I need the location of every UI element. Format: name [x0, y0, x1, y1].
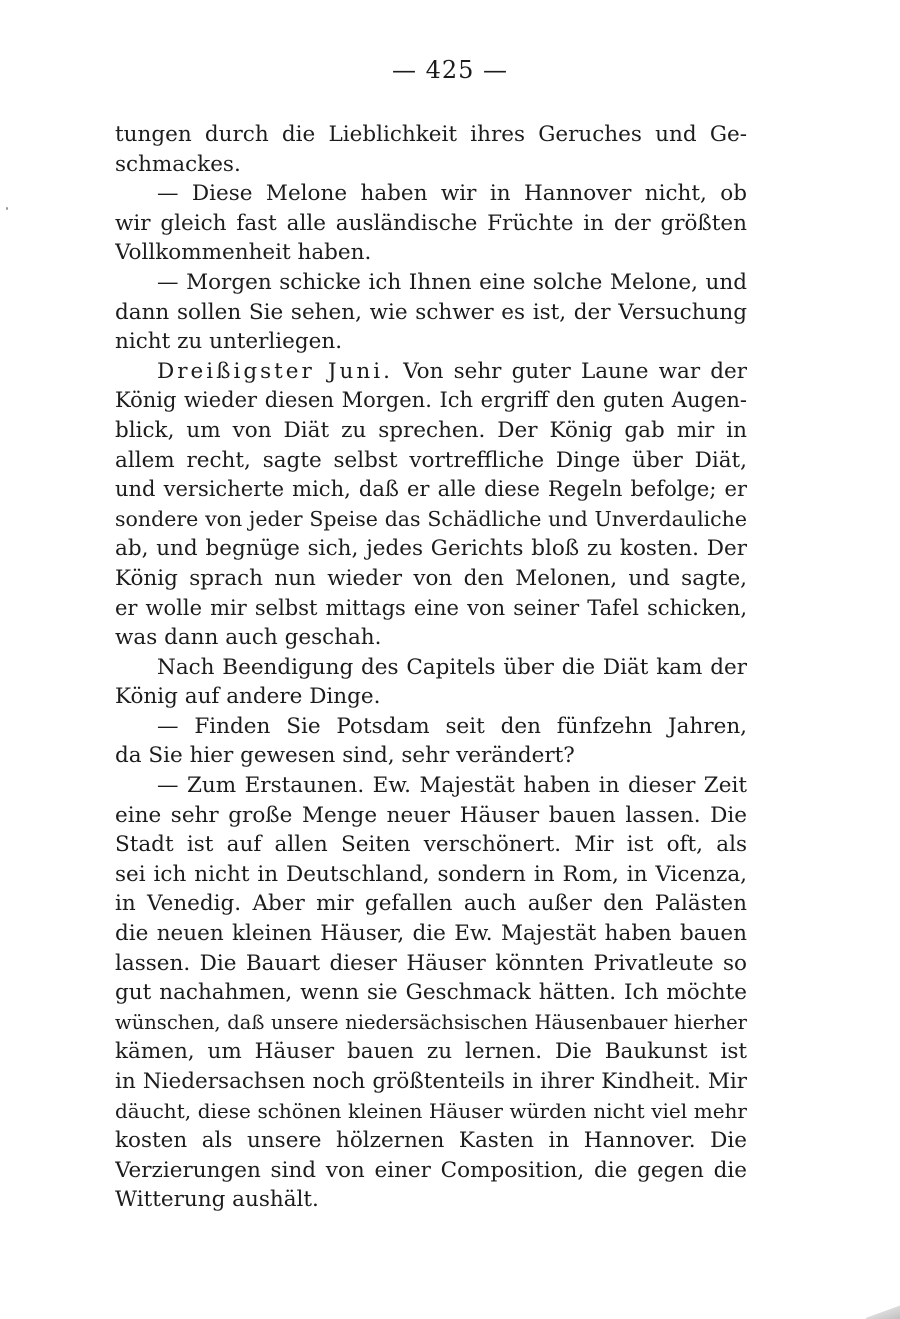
text-line-content: allem recht, sagte selbst vortreffliche Dinge über Diät, [115, 447, 747, 473]
text-line-content: lassen. Die Bauart dieser Häuser könnten Privatleute so [115, 950, 747, 976]
text-line [115, 741, 747, 771]
text-line-content: König sprach nun wieder von den Melonen, und sagte, [115, 565, 747, 591]
text-line-content: da Sie hier gewesen sind, sehr verändert? [115, 743, 575, 769]
text-line-content: — Finden Sie Potsdam seit den fünfzehn Jahren, [157, 713, 747, 739]
text-line-content: Witterung aushält. [115, 1187, 319, 1213]
text-line-content: blick, um von Diät zu sprechen. Der König gab mir in [115, 417, 747, 443]
text-line-content: Vollkommenheit haben. [115, 240, 372, 266]
text-line-content: König auf andere Dinge. [115, 684, 381, 710]
text-line-content: dann sollen Sie sehen, wie schwer es ist, der Versuchung [115, 299, 747, 325]
text-line-content: nicht zu unterliegen. [115, 329, 343, 355]
text-line [115, 623, 747, 653]
text-line-content: gut nachahmen, wenn sie Geschmack hätten. Ich möchte [115, 980, 747, 1006]
text-line [115, 534, 747, 564]
text-line [115, 298, 747, 328]
text-line-content: er wolle mir selbst mittags eine von seiner Tafel schicken, [115, 595, 747, 620]
text-line [115, 1156, 747, 1186]
text-line [115, 712, 747, 742]
text-line-content: eine sehr große Menge neuer Häuser bauen lassen. Die [115, 802, 747, 828]
text-line-content: kämen, um Häuser bauen zu lernen. Die Baukunst ist [115, 1039, 747, 1065]
text-line-content: in Niedersachsen noch größtenteils in ihrer Kindheit. Mir [115, 1069, 747, 1094]
text-line [115, 1185, 747, 1215]
text-line [115, 357, 747, 387]
text-line-content: — Diese Melone haben wir in Hannover nicht, ob [157, 181, 747, 207]
text-line-content: — Morgen schicke ich Ihnen eine solche Melone, und [157, 269, 747, 295]
text-line-content: kosten als unsere hölzernen Kasten in Hannover. Die [115, 1128, 747, 1154]
text-line-content: wünschen, daß unsere niedersächsischen Häusenbauer hierher [115, 1010, 747, 1034]
text-line [115, 564, 747, 594]
text-line [115, 771, 747, 801]
text-line-content: die neuen kleinen Häuser, die Ew. Majestät haben bauen [115, 921, 747, 947]
text-line [115, 978, 747, 1008]
text-line-content: Nach Beendigung des Capitels über die Diät kam der [157, 654, 747, 680]
text-line [115, 1067, 747, 1097]
text-line-content: König wieder diesen Morgen. Ich ergriff den guten Augen- [115, 388, 747, 413]
text-line [115, 919, 747, 949]
text-line [115, 238, 747, 268]
text-line [115, 860, 747, 890]
text-line-content: schmackes. [115, 151, 241, 177]
page-number: — 425 — [391, 56, 509, 84]
text-line-content: sondere von jeder Speise das Schädliche und Unverdauliche [115, 506, 747, 531]
page-corner-shadow [866, 1301, 900, 1319]
text-line [115, 150, 747, 180]
text-line [115, 1126, 747, 1156]
date-heading: Dreißigster Juni. [157, 358, 393, 384]
text-line [115, 830, 747, 860]
body-text [115, 120, 747, 1215]
text-line [115, 682, 747, 712]
text-line-content: ab, und begnüge sich, jedes Gerichts bloß zu kosten. Der [115, 536, 747, 562]
text-line [115, 209, 747, 239]
text-line [115, 889, 747, 919]
text-line-content: Verzierungen sind von einer Composition, die gegen die [115, 1157, 747, 1183]
text-line [115, 653, 747, 683]
paper-speck [6, 207, 8, 210]
text-line-content: — Zum Erstaunen. Ew. Majestät haben in dieser Zeit [157, 773, 747, 799]
text-line [115, 505, 747, 535]
text-line-content: sei ich nicht in Deutschland, sondern in Rom, in Vicenza, [115, 861, 747, 887]
text-line [115, 446, 747, 476]
text-line-content: Von sehr guter Laune war der [403, 358, 747, 384]
text-line [115, 1037, 747, 1067]
text-line-content: in Venedig. Aber mir gefallen auch außer den Palästen [115, 891, 747, 917]
text-line [115, 386, 747, 416]
text-line-content: tungen durch die Lieblichkeit ihres Geruches und Ge- [115, 122, 747, 147]
text-line-content: däucht, diese schönen kleinen Häuser würden nicht viel mehr [115, 1098, 747, 1123]
text-line [115, 949, 747, 979]
text-line [115, 1097, 747, 1127]
text-line-content: Stadt ist auf allen Seiten verschönert. Mir ist oft, als [115, 832, 747, 858]
text-line [115, 475, 747, 505]
text-line [115, 416, 747, 446]
text-line [115, 179, 747, 209]
text-line [115, 268, 747, 298]
text-line [115, 1008, 747, 1038]
text-line [115, 801, 747, 831]
text-line-content: wir gleich fast alle ausländische Früchte in der größten [115, 210, 747, 236]
text-line-content: was dann auch geschah. [115, 625, 382, 651]
text-line [115, 594, 747, 624]
text-line [115, 327, 747, 357]
text-line-content: und versicherte mich, daß er alle diese Regeln befolge; er [115, 477, 747, 502]
text-line [115, 120, 747, 150]
